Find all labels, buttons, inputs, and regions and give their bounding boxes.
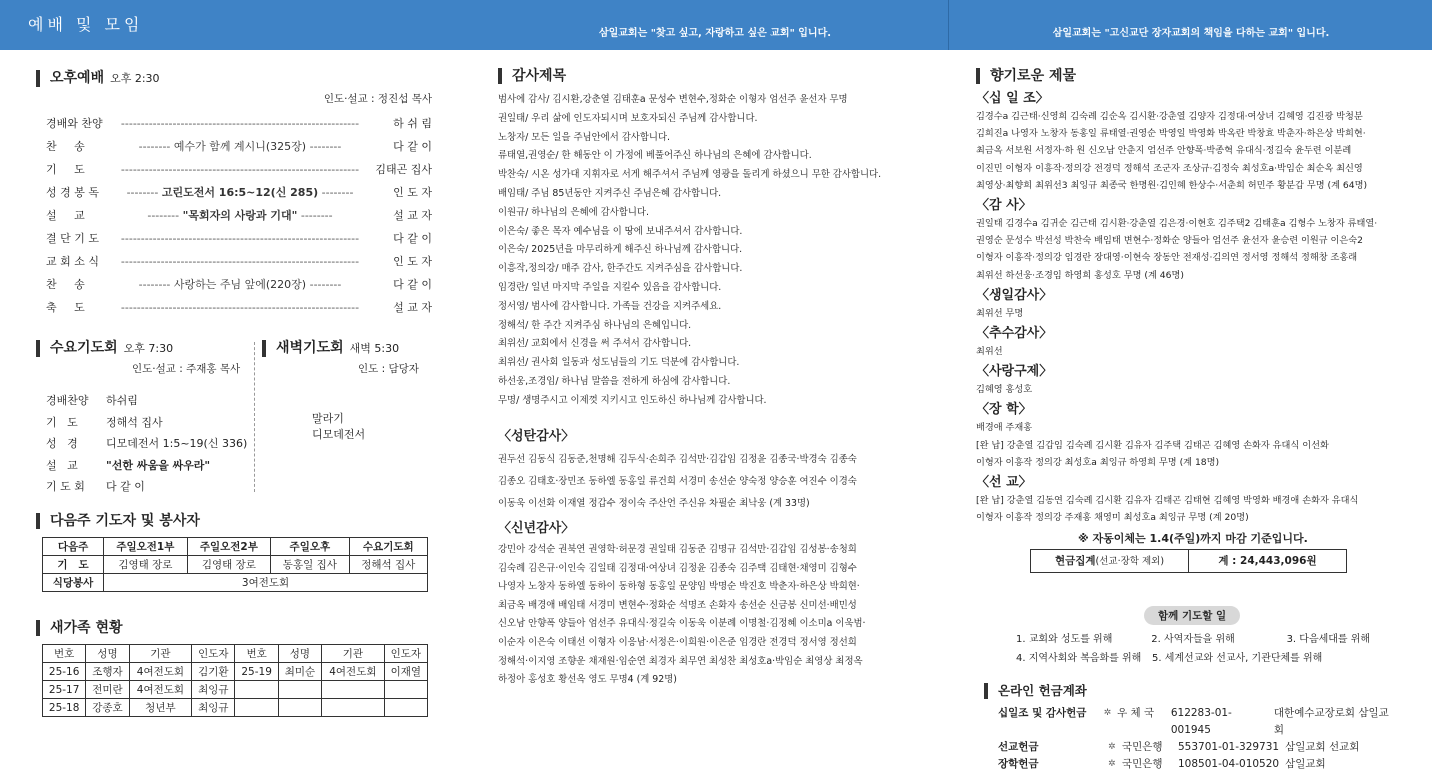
prayer-label: 기 도 <box>43 556 104 574</box>
order-middle: ------------------------------------------------------------ <box>120 117 360 130</box>
offering-category-title: 〈십 일 조〉 <box>976 91 1049 106</box>
new-family-cell <box>384 699 427 717</box>
meal-value: 3여전도회 <box>104 574 428 592</box>
offering-line: 최영상·최향희 최위선3 최잉규 최종국 한명원·김인혜 한상수·서춘희 허민주 황분갑 무명 (계 64명) <box>976 179 1368 191</box>
account-row <box>998 756 1394 773</box>
order-middle <box>110 204 370 227</box>
offering-line: 배경애 주재홍 <box>976 422 1033 434</box>
next-week-table <box>42 537 428 592</box>
dash-leader: -------- <box>318 186 354 199</box>
bank-icon: ✲ <box>1103 708 1112 718</box>
wednesday-value: 다 같 이 <box>106 480 145 493</box>
header-bar <box>0 0 1432 50</box>
new-family-cell: 김기환 <box>192 663 235 681</box>
list-item: 이은숙/ 2025년을 마무리하게 해주신 하나님께 감사합니다. <box>498 244 743 256</box>
prayer-item: 5. 세계선교와 선교사, 기관단체를 위해 <box>1152 653 1323 664</box>
new-family-cell: 조행자 <box>86 663 129 681</box>
next-week-header: 수요기도회 <box>349 538 427 556</box>
wednesday-row <box>46 455 256 477</box>
order-detail: 사랑하는 주님 앞에(220장) <box>173 278 307 291</box>
new-family-cell <box>235 699 278 717</box>
order-row <box>46 273 432 296</box>
wednesday-label: 설 교 <box>46 458 78 472</box>
wednesday-order <box>36 390 256 498</box>
order-row <box>46 250 432 273</box>
next-week-header: 주일오후 <box>271 538 349 556</box>
offering-line: 이형자 이흥작 정의강 주재홍 채영미 최성호a 최잉규 무명 (계 20명) <box>976 512 1249 524</box>
next-week-heading: 다음주 기도자 및 봉사자 <box>36 513 432 529</box>
list-item: 이원규/ 하나님의 은혜에 감사합니다. <box>498 206 649 218</box>
bank-name: 국민은행 <box>1122 758 1163 770</box>
new-family-cell <box>322 681 385 699</box>
prayer-item: 2. 사역자들을 위해 <box>1151 634 1235 645</box>
account-label: 십일조 및 감사헌금 <box>998 707 1087 719</box>
offering-category <box>976 363 1396 398</box>
offering-category <box>976 474 1396 526</box>
list-item: 최금옥 배경애 배임태 서경미 변현수·정화순 석명조 손화자 송선순 신금봉 신미선·배민성 <box>498 599 857 611</box>
new-family-header: 인도자 <box>192 645 235 663</box>
dash-leader: -------- <box>306 140 342 153</box>
order-detail: 예수가 함께 계시니(325장) <box>173 140 307 153</box>
order-middle: ------------------------------------------------------------ <box>120 301 360 314</box>
dawn-service <box>262 340 432 443</box>
order-middle <box>110 181 370 204</box>
prayer-person: 동홍일 집사 <box>271 556 349 574</box>
next-week-header: 다음주 <box>43 538 104 556</box>
next-week-prayer-row <box>43 556 428 574</box>
wednesday-value: 정해석 집사 <box>106 415 163 429</box>
list-item: 권두선 김동식 김동준,천명해 김두식·손희주 김석만·김갑임 김정윤 김종국·박경숙 김종숙 <box>498 454 857 465</box>
dawn-text <box>312 411 432 443</box>
bank-icon: ✲ <box>1108 742 1116 752</box>
wednesday-heading <box>36 340 256 357</box>
list-item: 강민아 강석순 권북연 권영학·허문경 권일태 김동준 김명규 김석만·김갑임 김성봉·송청희 <box>498 544 857 555</box>
prayer-item: 3. 다음세대를 위해 <box>1286 634 1371 645</box>
newyear-list <box>498 541 918 690</box>
order-leader: 다 같 이 <box>393 278 432 291</box>
offering-line: 최금옥 서보원 서정자·하 원 신오남 안춘지 엄선주 안향폭·박종혁 유대식·정길숙 윤두련 이분례 <box>976 145 1352 157</box>
account-label: 선교헌금 <box>998 741 1039 753</box>
new-family-cell: 최미순 <box>278 663 321 681</box>
account-row <box>998 739 1394 756</box>
list-item: 최위선/ 권사회 일동과 성도님들의 기도 덕분에 감사합니다. <box>498 357 740 369</box>
wednesday-row <box>46 412 256 434</box>
order-leader: 다 같 이 <box>393 232 432 245</box>
new-family-header-row <box>43 645 428 663</box>
afternoon-title: 오후예배 <box>50 70 105 86</box>
new-family-cell <box>278 681 321 699</box>
afternoon-order <box>36 112 432 319</box>
afternoon-service <box>36 70 432 319</box>
offering-category-title: 〈사랑구제〉 <box>976 364 1053 380</box>
order-label: 설 교 <box>46 209 85 222</box>
wednesday-title: 수요기도회 <box>50 340 118 356</box>
order-label: 축 도 <box>46 301 85 314</box>
dash-leader: -------- <box>297 209 333 222</box>
new-family-cell: 25-18 <box>43 699 86 717</box>
dash-leader: -------- <box>138 140 174 153</box>
new-family-header: 번호 <box>43 645 86 663</box>
order-row <box>46 227 432 250</box>
offering-category-title: 〈선 교〉 <box>976 475 1032 491</box>
wednesday-value: "선한 싸움을 싸우라" <box>106 458 211 472</box>
list-item: 노창자/ 모든 일을 주님안에서 감사합니다. <box>498 131 671 143</box>
wednesday-row <box>46 390 256 412</box>
list-item: 배임태/ 주님 85년동안 지켜주신 주님은혜 감사합니다. <box>498 187 722 199</box>
dawn-text-1: 말라기 <box>312 412 344 425</box>
new-family-table <box>42 644 428 717</box>
offering-line: [완 납] 강춘열 김갑임 김숙례 김시환 김유자 김주택 김태곤 김혜영 손화자 유대식 이선화 <box>976 439 1329 451</box>
order-row <box>46 204 432 227</box>
new-family-cell: 전미란 <box>86 681 129 699</box>
dash-leader: -------- <box>147 209 183 222</box>
prayer-item: 1. 교회와 성도를 위해 <box>1016 634 1113 645</box>
dash-leader: -------- <box>126 186 162 199</box>
section-title: 예배 및 모임 <box>28 15 144 34</box>
order-detail: "목회자의 사랑과 기대" <box>182 209 298 222</box>
offering-list <box>976 90 1396 526</box>
table-row <box>43 699 428 717</box>
account-number: 108501-04-010520 <box>1178 758 1280 770</box>
new-family-cell <box>278 699 321 717</box>
order-row <box>46 158 432 181</box>
list-item: 하선웅,조경임/ 하나님 말씀을 전하게 하심에 감사합니다. <box>498 375 731 387</box>
offering-line: 김경수a 김근태·신영희 김숙례 김순옥 김시환·강춘열 김양자 김정대·여상녀 김혜영 김진광 박청분 <box>976 111 1363 122</box>
new-family-cell: 25-16 <box>43 663 86 681</box>
prayer-row <box>1016 649 1396 668</box>
prayer-person: 김영태 장로 <box>104 556 188 574</box>
dawn-title: 새벽기도회 <box>276 340 344 356</box>
order-leader: 김태곤 집사 <box>375 163 432 176</box>
afternoon-leader: 인도·설교 : 정진섭 목사 <box>323 93 432 105</box>
order-label: 경배와 찬양 <box>46 117 103 130</box>
prayer-title: 함께 기도할 일 <box>1144 606 1240 625</box>
prayer-pill <box>1144 604 1240 625</box>
order-middle: ------------------------------------------------------------ <box>120 163 360 176</box>
total-box <box>1030 549 1347 573</box>
new-family-cell: 4여전도회 <box>322 663 385 681</box>
thanks-section <box>498 68 918 411</box>
wednesday-leader: 인도·설교 : 주재홍 목사 <box>132 363 241 375</box>
wednesday-row <box>46 476 256 498</box>
offering-line: 이진민 이형자 이흥작·정의강 전경덕 정해석 조군자 조상규·김정숙 최성호a·박임순 최순옥 최신영 <box>976 162 1363 174</box>
new-family-cell: 25-17 <box>43 681 86 699</box>
new-family-header: 성명 <box>86 645 129 663</box>
dawn-heading <box>262 340 432 357</box>
account-number: 612283-01-001945 <box>1170 707 1232 736</box>
new-family-cell: 4여전도회 <box>129 681 192 699</box>
total-value: 계 : 24,443,096원 <box>1218 555 1317 567</box>
table-row <box>43 663 428 681</box>
list-item: 류태열,권영순/ 한 해동안 이 가정에 베풀어주신 하나님의 은혜에 감사합니다. <box>498 150 812 162</box>
bank-name: 우 체 국 <box>1117 707 1155 719</box>
header-divider <box>948 0 949 50</box>
next-week-header-row <box>43 538 428 556</box>
offering-line: 최위선 하선웅·조경임 하영희 홍성호 무명 (계 46명) <box>976 269 1184 281</box>
list-item: 이은숙/ 좋은 목자 예수님을 이 땅에 보내주셔서 감사합니다. <box>498 225 743 237</box>
bank-icon: ✲ <box>1108 759 1116 769</box>
new-family-cell: 25-19 <box>235 663 278 681</box>
column-divider <box>254 342 255 492</box>
new-family-header: 성명 <box>278 645 321 663</box>
tagline-left: 삼일교회는 "찾고 싶고, 자랑하고 싶은 교회" 입니다. <box>598 28 832 39</box>
new-family-cell: 최잉규 <box>192 681 235 699</box>
list-item: 하정아 홍성호 황선옥 영도 무명4 (계 92명) <box>498 674 677 686</box>
order-leader: 설 교 자 <box>393 301 432 314</box>
order-middle <box>110 135 370 158</box>
list-item: 정해석/ 한 주간 지켜주심 하나님의 은혜입니다. <box>498 319 692 331</box>
offering-category <box>976 90 1396 194</box>
account-row <box>998 705 1394 739</box>
offering-category <box>976 325 1396 360</box>
list-item: 이순자 이은숙 이태선 이형자 이응남·서정은·이희원·이은준 임경란 전경덕 정서영 정선희 <box>498 636 857 648</box>
new-family-cell: 최잉규 <box>192 699 235 717</box>
new-family-cell: 강종호 <box>86 699 129 717</box>
table-row <box>43 681 428 699</box>
next-week-section <box>36 513 432 592</box>
wednesday-label: 성 경 <box>46 437 78 450</box>
prayer-item: 4. 지역사회와 복음화를 위해 <box>1016 653 1142 664</box>
newyear-title: 〈신년감사〉 <box>498 521 575 536</box>
offering-category-title: 〈생일감사〉 <box>976 287 1053 303</box>
list-item: 신오남 안향폭 양들아 엄선주 유대식·정길숙 이동욱 이분례 이명철·김정혜 이소미a 이욱범· <box>498 618 866 630</box>
total-label-cell <box>1031 549 1189 573</box>
dawn-time: 새벽 5:30 <box>349 342 400 355</box>
dawn-leader: 인도 : 담당자 <box>358 363 419 375</box>
offering-category <box>976 287 1396 322</box>
afternoon-time: 오후 2:30 <box>110 72 160 85</box>
account-holder: 삼일교회 <box>1285 758 1326 770</box>
new-family-header: 기관 <box>322 645 385 663</box>
account-holder: 대한예수교장로회 삼일교회 <box>1273 707 1389 736</box>
offering-section <box>976 68 1396 529</box>
order-leader: 다 같 이 <box>393 140 432 153</box>
list-item: 권일태/ 우리 삶에 인도자되시며 보호자되신 주님께 감사합니다. <box>498 112 758 124</box>
christmas-list <box>498 449 918 515</box>
account-list <box>998 705 1394 773</box>
order-leader: 인 도 자 <box>393 186 432 199</box>
order-label: 성 경 봉 독 <box>46 186 99 199</box>
account-label: 장학헌금 <box>998 758 1039 770</box>
prayer-row <box>1016 630 1396 649</box>
account-number: 553701-01-329731 <box>1178 741 1280 753</box>
order-leader: 하 쉬 림 <box>393 117 432 130</box>
order-middle <box>110 273 370 296</box>
offering-category-title: 〈감 사〉 <box>976 198 1032 214</box>
new-family-cell <box>235 681 278 699</box>
wednesday-label: 기 도 <box>46 415 78 429</box>
account-holder: 삼일교회 선교회 <box>1285 741 1360 753</box>
christmas-section <box>498 428 918 515</box>
dash-leader: -------- <box>138 278 174 291</box>
offering-line: 김희진a 나영자 노창자 동홍일 류태열·권영순 박영일 박영화 박옥란 박창효 박춘자·하은상 박희현· <box>976 128 1366 140</box>
online-section <box>984 683 1394 773</box>
offering-line: [완 납] 강춘열 김동연 김숙례 김시환 김유자 김태곤 김태현 김혜영 박영화 배경애 손화자 유대식 <box>976 495 1359 507</box>
list-item: 범사에 감사/ 김시환,강춘열 김태훈a 문성수 변현수,정화순 이형자 엄선주 윤선자 무명 <box>498 94 848 105</box>
bank-name: 국민은행 <box>1122 741 1163 753</box>
total-label: 현금집계 <box>1054 555 1096 567</box>
order-leader: 인 도 자 <box>393 255 432 268</box>
dash-leader: -------- <box>306 278 342 291</box>
order-row <box>46 112 432 135</box>
offering-category <box>976 197 1396 284</box>
list-item: 김종오 김태호·장민조 동하엘 동홍일 류건희 서경미 송선순 양숙정 양승훈 여진수 이경숙 <box>498 476 857 487</box>
order-label: 찬 송 <box>46 278 85 291</box>
order-row <box>46 135 432 158</box>
order-row <box>46 296 432 319</box>
order-leader: 설 교 자 <box>393 209 432 222</box>
order-detail: 고린도전서 16:5~12(신 285) <box>161 186 319 199</box>
order-row <box>46 181 432 204</box>
list-item: 이흥작,정의강/ 매주 감사, 한주간도 지켜주심을 감사합니다. <box>498 263 743 275</box>
offering-category-title: 〈추수감사〉 <box>976 326 1053 342</box>
offering-line: 이형자 이흥작·정의강 임경란 장대영·이현숙 장동안 전재성·김의연 정서영 정해석 정해창 조홍래 <box>976 252 1358 264</box>
list-item: 이동욱 이선화 이재열 정갑수 정이숙 주산언 주신유 차필순 최낙웅 (계 33명) <box>498 498 810 509</box>
list-item: 임경란/ 일년 마지막 주일을 지킬수 있음을 감사합니다. <box>498 281 722 293</box>
offering-line: 권일태 김경수a 김귀순 김근태 김시환·강춘열 김은경·이현호 김주택2 김태훈a 김형수 노창자 류태열· <box>976 218 1378 230</box>
list-item: 정해석·이지영 조향운 채재원·임순연 최경자 최무연 최성찬 최성호a·박임순 최영상 최정옥 <box>498 655 863 667</box>
prayer-person: 정해석 집사 <box>349 556 427 574</box>
wednesday-value: 하쉬림 <box>106 394 138 407</box>
order-label: 찬 송 <box>46 140 85 153</box>
online-heading: 온라인 헌금계좌 <box>984 683 1394 699</box>
wednesday-value: 디모데전서 1:5~19(신 336) <box>106 437 248 450</box>
next-week-header: 주일오전2부 <box>187 538 271 556</box>
wednesday-time: 오후 7:30 <box>123 342 174 355</box>
christmas-title: 〈성탄감사〉 <box>498 429 575 444</box>
prayer-person: 김영태 장로 <box>187 556 271 574</box>
new-family-cell: 4여전도회 <box>129 663 192 681</box>
offering-line: 최위선 무명 <box>976 307 1024 319</box>
order-label: 결 단 기 도 <box>46 232 99 245</box>
new-family-header: 기관 <box>129 645 192 663</box>
dawn-text-2: 디모데전서 <box>312 428 366 441</box>
new-family-section <box>36 620 432 717</box>
order-middle: ------------------------------------------------------------ <box>120 232 360 245</box>
meal-label: 식당봉사 <box>43 574 104 592</box>
new-family-cell: 이재열 <box>384 663 427 681</box>
wednesday-label: 기 도 회 <box>46 480 85 493</box>
wednesday-service <box>36 340 256 498</box>
thanks-list <box>498 91 918 411</box>
transfer-notice: ※ 자동이체는 1.4(주일)까지 마감 기준입니다. <box>1078 532 1308 545</box>
new-family-cell <box>384 681 427 699</box>
list-item: 나영자 노창자 동하엘 동하이 동하형 동홍일 문양임 박명순 박진호 박춘자·하은상 박희현· <box>498 581 860 593</box>
offering-line: 이형자 이흥작 정의강 최성호a 최잉규 하영희 무명 (계 18명) <box>976 456 1220 468</box>
offering-line: 최위선 <box>976 346 1003 358</box>
offering-line: 권영순 문성수 박선성 박찬숙 배임태 변현수·정화순 양들아 엄선주 윤선자 윤승련 이원규 이은숙2 <box>976 235 1364 247</box>
new-family-header: 번호 <box>235 645 278 663</box>
list-item: 정서영/ 범사에 감사합니다. 가족들 건강을 지켜주세요. <box>498 300 722 312</box>
wednesday-row <box>46 433 256 455</box>
new-family-cell: 청년부 <box>129 699 192 717</box>
offering-category <box>976 401 1396 471</box>
afternoon-heading <box>36 70 432 87</box>
list-item: 김숙례 김은규·이인숙 김일태 김정대·여상녀 김정윤 김종숙 김주택 김태현·채영미 김형수 <box>498 562 857 574</box>
order-label: 기 도 <box>46 163 85 176</box>
next-week-header: 주일오전1부 <box>104 538 188 556</box>
offering-category-title: 〈장 학〉 <box>976 402 1032 418</box>
prayer-items <box>1016 630 1396 668</box>
wednesday-label: 경배찬양 <box>46 394 89 407</box>
list-item: 무명/ 생명주시고 이제껏 지키시고 인도하신 하나님께 감사합니다. <box>498 394 767 406</box>
new-family-cell <box>322 699 385 717</box>
next-week-meal-row <box>43 574 428 592</box>
total-note: (선교·장학 제외) <box>1095 556 1165 567</box>
offering-heading: 향기로운 제물 <box>976 68 1396 84</box>
thanks-heading: 감사제목 <box>498 68 918 84</box>
order-label: 교 회 소 식 <box>46 255 99 268</box>
tagline-right: 삼일교회는 "고신교단 장자교회의 책임을 다하는 교회" 입니다. <box>1052 28 1330 39</box>
offering-line: 김혜영 홍성호 <box>976 384 1033 396</box>
new-family-header: 인도자 <box>384 645 427 663</box>
order-middle: ------------------------------------------------------------ <box>120 255 360 268</box>
new-family-heading: 새가족 현황 <box>36 620 432 636</box>
list-item: 최위선/ 교회에서 신경을 써 주셔서 감사합니다. <box>498 338 692 350</box>
list-item: 박찬숙/ 시온 성가대 지휘자로 서게 해주셔서 주님께 영광을 돌리게 하셨으니 무한 감사합니다. <box>498 169 882 181</box>
newyear-section <box>498 520 918 690</box>
